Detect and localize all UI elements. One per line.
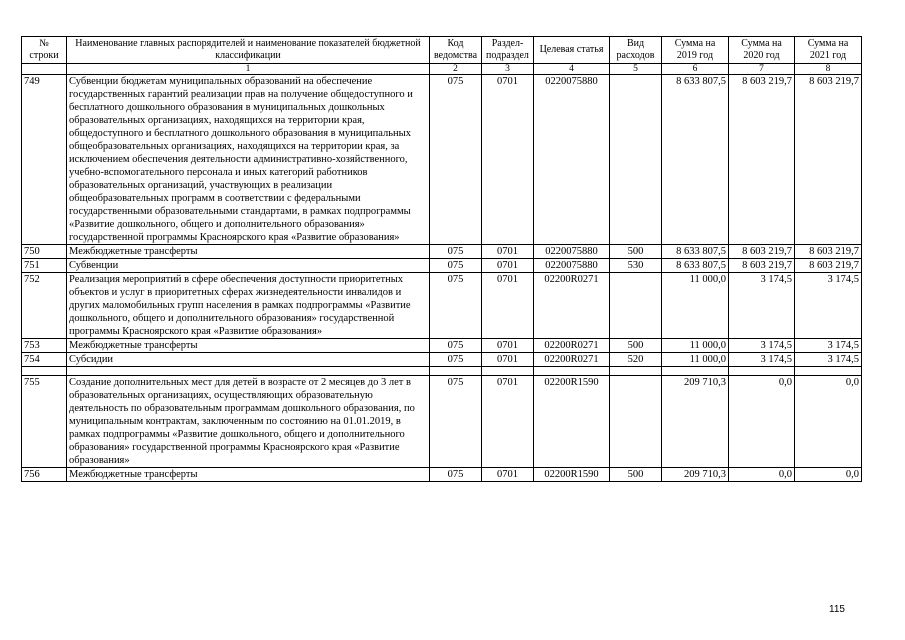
column-number: 8 [795, 64, 862, 75]
row-sum-2020-cell: 0,0 [729, 468, 795, 482]
spacer-cell [534, 367, 610, 376]
row-target-cell: 02200R0271 [534, 353, 610, 367]
row-sum-2021-cell: 3 174,5 [795, 273, 862, 339]
page-number: 115 [829, 604, 845, 615]
spacer-cell [430, 367, 482, 376]
row-sum-2021-cell: 8 603 219,7 [795, 259, 862, 273]
row-expense-type-cell [610, 75, 662, 245]
row-name-cell: Субвенции [67, 259, 430, 273]
header-target: Целевая статья [534, 37, 610, 64]
row-sum-2020-cell: 3 174,5 [729, 273, 795, 339]
row-sum-2019-cell: 209 710,3 [662, 468, 729, 482]
row-number-cell: 754 [22, 353, 67, 367]
header-section: Раздел-подраздел [482, 37, 534, 64]
row-target-cell: 02200R1590 [534, 468, 610, 482]
row-sum-2020-cell: 3 174,5 [729, 353, 795, 367]
row-expense-type-cell: 500 [610, 245, 662, 259]
column-number [22, 64, 67, 75]
column-number-row [22, 64, 862, 75]
row-number-cell: 750 [22, 245, 67, 259]
column-number: 2 [430, 64, 482, 75]
row-target-cell: 02200R0271 [534, 273, 610, 339]
row-name-cell: Межбюджетные трансферты [67, 245, 430, 259]
row-sum-2020-cell: 8 603 219,7 [729, 245, 795, 259]
row-sum-2021-cell: 8 603 219,7 [795, 245, 862, 259]
row-section-cell: 0701 [482, 468, 534, 482]
spacer-cell [482, 367, 534, 376]
row-code-cell: 075 [430, 259, 482, 273]
row-number-cell: 753 [22, 339, 67, 353]
table-row [22, 245, 862, 259]
row-expense-type-cell [610, 376, 662, 468]
row-expense-type-cell: 500 [610, 339, 662, 353]
row-section-cell: 0701 [482, 376, 534, 468]
row-sum-2021-cell: 8 603 219,7 [795, 75, 862, 245]
column-number: 3 [482, 64, 534, 75]
column-number: 4 [534, 64, 610, 75]
row-name-cell: Создание дополнительных мест для детей в возрасте от 2 месяцев до 3 лет в образовательных организациях, осуществляющих образовательную деятельность по образовательным программам дошкольного образования, по муниципальным контрактам, заключенным по состоянию на 01.01.2019, в рамках подпрограммы «Развитие дошкольного, общего и дополнительного образования» государственной программы Красноярского края «Развитие образования» [67, 376, 430, 468]
row-sum-2019-cell: 11 000,0 [662, 273, 729, 339]
row-code-cell: 075 [430, 376, 482, 468]
header-sum-2021: Сумма на 2021 год [795, 37, 862, 64]
row-sum-2019-cell: 11 000,0 [662, 353, 729, 367]
row-name-cell: Межбюджетные трансферты [67, 468, 430, 482]
row-sum-2020-cell: 8 603 219,7 [729, 75, 795, 245]
table-row [22, 376, 862, 468]
row-target-cell: 0220075880 [534, 245, 610, 259]
row-section-cell: 0701 [482, 339, 534, 353]
header-row-num: № строки [22, 37, 67, 64]
row-sum-2021-cell: 3 174,5 [795, 339, 862, 353]
spacer-cell [729, 367, 795, 376]
header-sum-2019: Сумма на 2019 год [662, 37, 729, 64]
row-expense-type-cell [610, 273, 662, 339]
row-code-cell: 075 [430, 273, 482, 339]
row-sum-2019-cell: 209 710,3 [662, 376, 729, 468]
row-expense-type-cell: 530 [610, 259, 662, 273]
row-sum-2019-cell: 8 633 807,5 [662, 259, 729, 273]
row-sum-2020-cell: 0,0 [729, 376, 795, 468]
column-number: 5 [610, 64, 662, 75]
row-sum-2021-cell: 0,0 [795, 376, 862, 468]
row-target-cell: 0220075880 [534, 75, 610, 245]
spacer-cell [67, 367, 430, 376]
spacer-cell [22, 367, 67, 376]
row-name-cell: Субсидии [67, 353, 430, 367]
row-sum-2020-cell: 8 603 219,7 [729, 259, 795, 273]
row-code-cell: 075 [430, 353, 482, 367]
row-number-cell: 749 [22, 75, 67, 245]
row-target-cell: 02200R1590 [534, 376, 610, 468]
row-section-cell: 0701 [482, 259, 534, 273]
column-number: 1 [67, 64, 430, 75]
row-sum-2019-cell: 8 633 807,5 [662, 75, 729, 245]
row-name-cell: Реализация мероприятий в сфере обеспечения доступности приоритетных объектов и услуг в приоритетных сферах жизнедеятельности инвалидов и других маломобильных групп населения в рамках подпрограммы «Развитие дошкольного, общего и дополнительного образования» государственной программы Красноярского края «Развитие образования» [67, 273, 430, 339]
header-code: Код ведомства [430, 37, 482, 64]
table-row [22, 468, 862, 482]
table-row [22, 75, 862, 245]
header-expense-type: Вид расходов [610, 37, 662, 64]
header-sum-2020: Сумма на 2020 год [729, 37, 795, 64]
row-number-cell: 756 [22, 468, 67, 482]
row-expense-type-cell: 500 [610, 468, 662, 482]
row-number-cell: 755 [22, 376, 67, 468]
row-expense-type-cell: 520 [610, 353, 662, 367]
header-name: Наименование главных распорядителей и наименование показателей бюджетной классификации [67, 37, 430, 64]
row-code-cell: 075 [430, 75, 482, 245]
row-section-cell: 0701 [482, 245, 534, 259]
row-sum-2021-cell: 0,0 [795, 468, 862, 482]
column-number: 7 [729, 64, 795, 75]
budget-table [21, 36, 862, 482]
row-number-cell: 752 [22, 273, 67, 339]
row-section-cell: 0701 [482, 353, 534, 367]
table-row [22, 259, 862, 273]
spacer-cell [795, 367, 862, 376]
row-section-cell: 0701 [482, 75, 534, 245]
table-header-row [22, 37, 862, 64]
row-code-cell: 075 [430, 339, 482, 353]
column-number: 6 [662, 64, 729, 75]
row-section-cell: 0701 [482, 273, 534, 339]
row-sum-2020-cell: 3 174,5 [729, 339, 795, 353]
spacer-cell [662, 367, 729, 376]
row-sum-2019-cell: 11 000,0 [662, 339, 729, 353]
spacer-cell [610, 367, 662, 376]
row-target-cell: 0220075880 [534, 259, 610, 273]
row-name-cell: Субвенции бюджетам муниципальных образований на обеспечение государственных гарантий реализации прав на получение общедоступного и бесплатного дошкольного образования в муниципальных дошкольных образовательных организациях, находящихся на территории края, общедоступного и бесплатного дошкольного образования в муниципальных общеобразовательных организациях, находящихся на территории края, за исключением обеспечения деятельности административно-хозяйственного, учебно-вспомогательного персонала и иных категорий работников образовательных организаций, участвующих в реализации общеобразовательных программ в соответствии с федеральными государственными образовательными стандартами, в рамках подпрограммы «Развитие дошкольного, общего и дополнительного образования» государственной программы Красноярского края «Развитие образования» [67, 75, 430, 245]
row-name-cell: Межбюджетные трансферты [67, 339, 430, 353]
row-sum-2019-cell: 8 633 807,5 [662, 245, 729, 259]
row-code-cell: 075 [430, 245, 482, 259]
table-row [22, 273, 862, 339]
row-target-cell: 02200R0271 [534, 339, 610, 353]
row-sum-2021-cell: 3 174,5 [795, 353, 862, 367]
row-code-cell: 075 [430, 468, 482, 482]
table-row [22, 339, 862, 353]
row-number-cell: 751 [22, 259, 67, 273]
table-row [22, 353, 862, 367]
spacer-row [22, 367, 862, 376]
